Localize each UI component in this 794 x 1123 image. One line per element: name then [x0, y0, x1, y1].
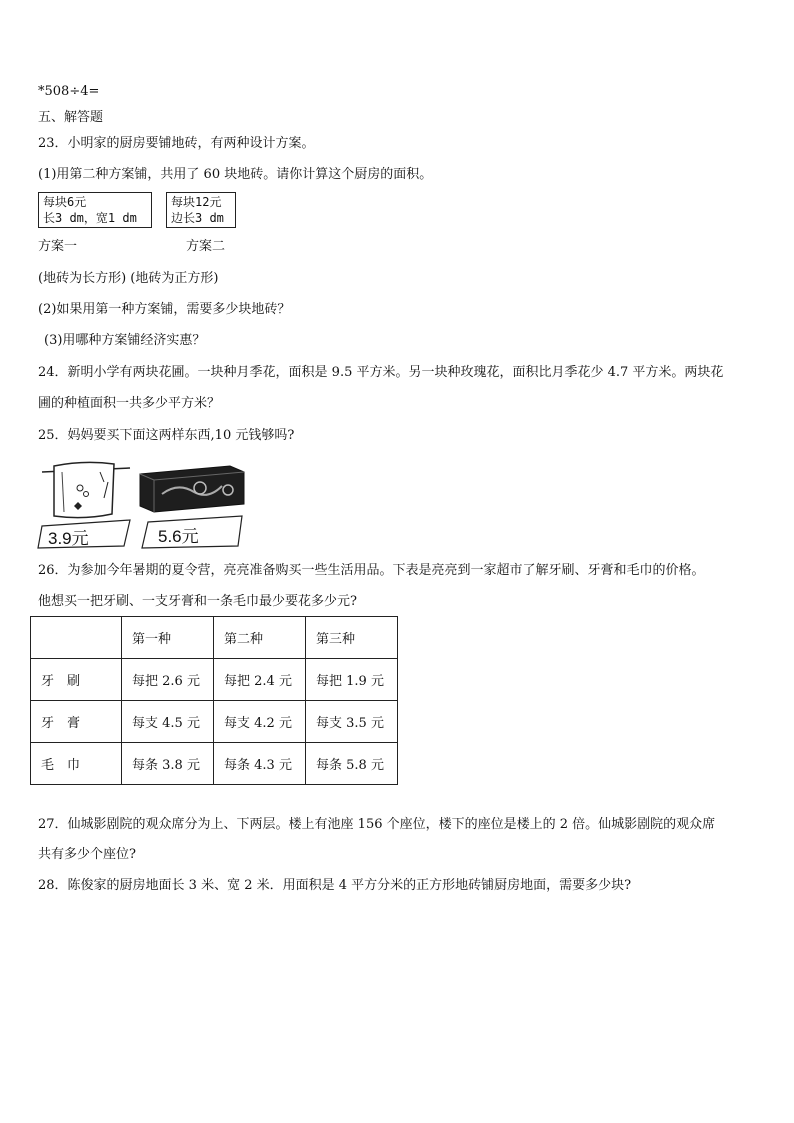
table-row: [31, 743, 398, 785]
plan2-size: 边长3 dm: [171, 211, 224, 225]
row-label-towel: 毛巾: [31, 743, 122, 785]
row-label-toothbrush: 牙刷: [31, 659, 122, 701]
table-header-row: [31, 617, 398, 659]
plan1-size: 长3 dm，宽1 dm: [43, 211, 137, 225]
table-cell: 每把 2.4 元: [214, 659, 306, 701]
q27-line2: 共有多少个座位?: [38, 847, 136, 862]
q25-stem: 25．妈妈要买下面这两样东西,10 元钱够吗?: [38, 428, 295, 443]
price-table: [30, 616, 398, 785]
table-cell: 每支 3.5 元: [306, 701, 398, 743]
plan1-label: 方案一: [38, 239, 78, 254]
table-cell: 每支 4.5 元: [122, 701, 214, 743]
expression-line: *508÷4=: [38, 84, 100, 99]
table-header-cell: 第二种: [214, 617, 306, 659]
q26-line1: 26．为参加今年暑期的夏令营，亮亮准备购买一些生活用品。下表是亮亮到一家超市了解牙刷、牙膏和毛巾的价格。: [38, 563, 705, 578]
table-header-cell: 第一种: [122, 617, 214, 659]
q27-line1: 27．仙城影剧院的观众席分为上、下两层。楼上有池座 156 个座位，楼下的座位是楼上的 2 倍。仙城影剧院的观众席: [38, 817, 716, 832]
table-row: [31, 701, 398, 743]
row-label-toothpaste: 牙膏: [31, 701, 122, 743]
q24-line1: 24．新明小学有两块花圃。一块种月季花，面积是 9.5 平方米。另一块种玫瑰花，面积比月季花少 4.7 平方米。两块花: [38, 365, 724, 380]
table-cell: 每支 4.2 元: [214, 701, 306, 743]
towel-price: 3.9元: [48, 529, 89, 548]
plan1-box: [38, 192, 152, 228]
table-cell: 每条 3.8 元: [122, 743, 214, 785]
toothpaste-figure: [138, 458, 248, 550]
table-row: [31, 659, 398, 701]
table-cell: 每把 1.9 元: [306, 659, 398, 701]
section-title: 五、解答题: [38, 110, 104, 125]
plan2-box: [166, 192, 236, 228]
q23-part3: (3)用哪种方案铺经济实惠？: [44, 333, 206, 348]
q23-part1: (1)用第二种方案铺，共用了 60 块地砖。请你计算这个厨房的面积。: [38, 167, 433, 182]
plan2-label: 方案二: [186, 239, 226, 254]
toothpaste-price: 5.6元: [158, 527, 199, 546]
plan1-price: 每块6元: [43, 195, 87, 209]
table-header-cell: [31, 617, 122, 659]
plan2-price: 每块12元: [171, 195, 222, 209]
table-cell: 每条 5.8 元: [306, 743, 398, 785]
q23-part2: (2)如果用第一种方案铺，需要多少块地砖？: [38, 302, 291, 317]
table-header-cell: 第三种: [306, 617, 398, 659]
table-cell: 每把 2.6 元: [122, 659, 214, 701]
q23-shapes-note: (地砖为长方形) (地砖为正方形): [38, 271, 219, 286]
q28-line1: 28．陈俊家的厨房地面长 3 米、宽 2 米．用面积是 4 平方分米的正方形地砖铺厨房地面，需要多少块?: [38, 878, 632, 893]
q23-stem: 23．小明家的厨房要铺地砖，有两种设计方案。: [38, 136, 315, 151]
q24-line2: 圃的种植面积一共多少平方米？: [38, 396, 221, 411]
table-cell: 每条 4.3 元: [214, 743, 306, 785]
towel-figure: [34, 458, 134, 550]
q26-line2: 他想买一把牙刷、一支牙膏和一条毛巾最少要花多少元?: [38, 594, 357, 609]
